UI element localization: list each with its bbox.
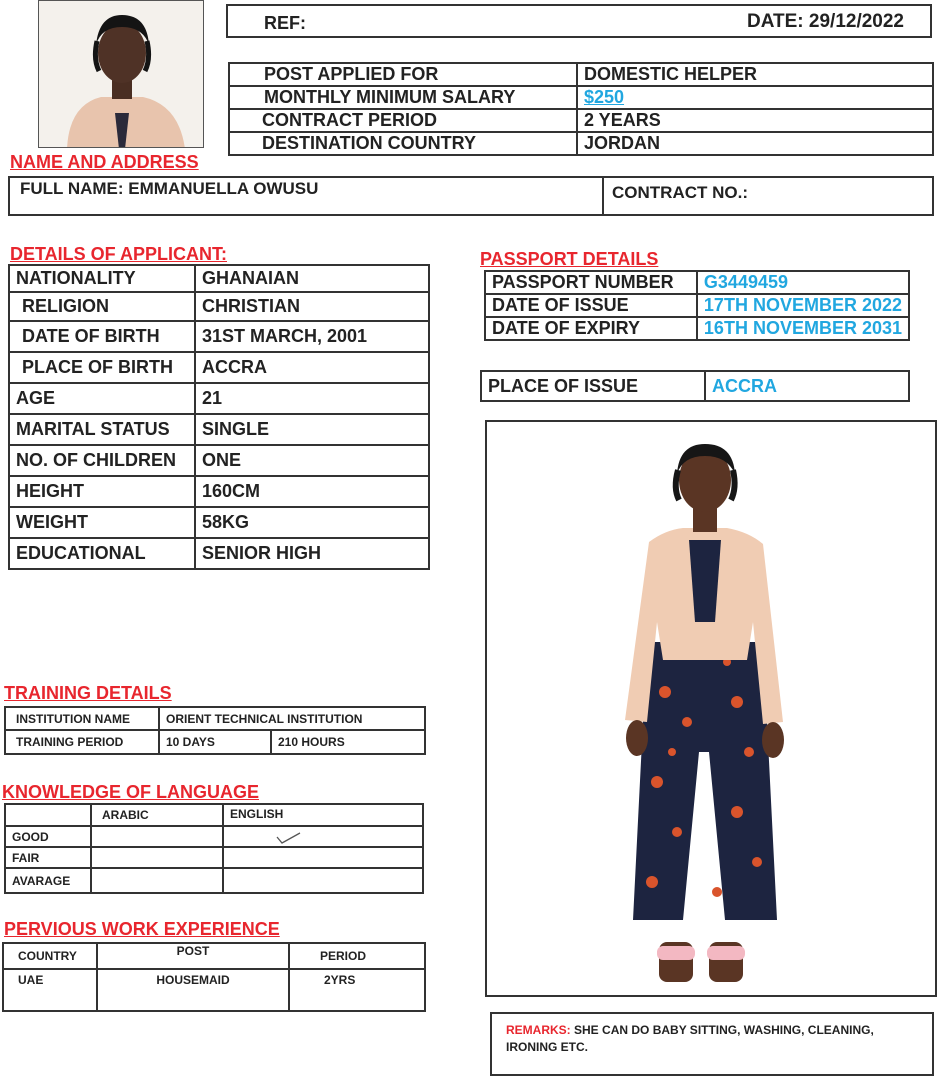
applicant-row — [9, 445, 429, 476]
applicant-label: DATE OF BIRTH — [9, 321, 195, 352]
experience-header-post: POST — [97, 943, 289, 969]
passport-label: DATE OF ISSUE — [485, 294, 697, 317]
applicant-value: CHRISTIAN — [195, 292, 429, 321]
passport-row — [485, 271, 909, 294]
language-corner-cell — [5, 804, 91, 826]
remarks-label: REMARKS: — [506, 1023, 571, 1037]
applicant-title: DETAILS OF APPLICANT: — [10, 244, 227, 264]
applicant-row — [9, 476, 429, 507]
institution-row — [5, 707, 425, 730]
ref-label: REF: — [264, 13, 306, 33]
place-of-issue-label: PLACE OF ISSUE — [481, 371, 705, 401]
date-field — [747, 11, 904, 33]
applicant-label: RELIGION — [9, 292, 195, 321]
applicant-value: SENIOR HIGH — [195, 538, 429, 569]
name-divider — [602, 178, 604, 216]
applicant-row — [9, 507, 429, 538]
post-row — [229, 63, 933, 86]
applicant-row — [9, 292, 429, 321]
applicant-value: 58KG — [195, 507, 429, 538]
name-address-title: NAME AND ADDRESS — [10, 152, 199, 172]
language-level-label: FAIR — [5, 847, 91, 868]
applicant-value: ACCRA — [195, 352, 429, 383]
applicant-row — [9, 383, 429, 414]
name-address-box — [8, 176, 934, 216]
language-cell — [223, 868, 423, 893]
language-cell — [223, 826, 423, 847]
experience-header-period: PERIOD — [289, 943, 425, 969]
salary-label: MONTHLY MINIMUM SALARY — [229, 86, 577, 109]
applicant-value: 31ST MARCH, 2001 — [195, 321, 429, 352]
date-value: 29/12/2022 — [808, 11, 904, 32]
experience-period: 2YRS — [289, 969, 425, 1011]
contract-period-value: 2 YEARS — [577, 109, 933, 132]
applicant-label: PLACE OF BIRTH — [9, 352, 195, 383]
date-label: DATE: — [746, 11, 804, 32]
post-table — [228, 62, 934, 156]
applicant-row — [9, 352, 429, 383]
language-cell — [223, 847, 423, 868]
place-of-issue-table — [480, 370, 910, 402]
full-body-photo — [485, 420, 937, 997]
training-title: TRAINING DETAILS — [4, 683, 172, 703]
applicant-label: AGE — [9, 383, 195, 414]
passport-row — [485, 317, 909, 340]
language-row — [5, 868, 423, 893]
post-label: POST APPLIED FOR — [229, 63, 577, 86]
experience-post: HOUSEMAID — [97, 969, 289, 1011]
applicant-label: WEIGHT — [9, 507, 195, 538]
language-col-arabic: ARABIC — [91, 804, 223, 826]
applicant-label: EDUCATIONAL — [9, 538, 195, 569]
training-table — [4, 706, 426, 755]
place-of-issue-value: ACCRA — [705, 371, 909, 401]
destination-label: DESTINATION COUNTRY — [229, 132, 577, 155]
passport-value: 17TH NOVEMBER 2022 — [697, 294, 909, 317]
language-table — [4, 803, 424, 894]
salary-row — [229, 86, 933, 109]
headshot-illustration — [39, 1, 204, 148]
training-period-label: TRAINING PERIOD — [5, 730, 159, 754]
language-header-row — [5, 804, 423, 826]
applicant-label: MARITAL STATUS — [9, 414, 195, 445]
applicant-value: 160CM — [195, 476, 429, 507]
contract-period-label: CONTRACT PERIOD — [229, 109, 577, 132]
applicant-table — [8, 264, 430, 570]
applicant-label: HEIGHT — [9, 476, 195, 507]
applicant-row — [9, 265, 429, 292]
language-level-label: AVARAGE — [5, 868, 91, 893]
applicant-value: 21 — [195, 383, 429, 414]
language-cell — [91, 868, 223, 893]
applicant-label: NATIONALITY — [9, 265, 195, 292]
applicant-row — [9, 414, 429, 445]
contract-period-row — [229, 109, 933, 132]
passport-title: PASSPORT DETAILS — [480, 249, 659, 269]
remarks-box — [490, 1012, 934, 1076]
passport-table — [484, 270, 910, 341]
passport-label: DATE OF EXPIRY — [485, 317, 697, 340]
training-period-days: 10 DAYS — [159, 730, 271, 754]
training-period-row — [5, 730, 425, 754]
institution-value: ORIENT TECHNICAL INSTITUTION — [159, 707, 425, 730]
passport-row — [485, 294, 909, 317]
language-title: KNOWLEDGE OF LANGUAGE — [2, 782, 259, 802]
language-col-english: ENGLISH — [223, 804, 423, 826]
remarks-text: SHE CAN DO BABY SITTING, WASHING, CLEANING, IRONING ETC. — [506, 1023, 874, 1054]
language-row — [5, 847, 423, 868]
ref-date-box — [226, 4, 932, 38]
institution-label: INSTITUTION NAME — [5, 707, 159, 730]
contract-no-label: CONTRACT NO.: — [612, 183, 748, 202]
checkmark-icon — [274, 829, 304, 845]
destination-value: JORDAN — [577, 132, 933, 155]
language-level-label: GOOD — [5, 826, 91, 847]
experience-row — [3, 969, 425, 1011]
experience-header-country: COUNTRY — [3, 943, 97, 969]
applicant-value: SINGLE — [195, 414, 429, 445]
applicant-label: NO. OF CHILDREN — [9, 445, 195, 476]
full-body-illustration — [487, 422, 935, 995]
headshot-photo — [38, 0, 204, 148]
post-value: DOMESTIC HELPER — [577, 63, 933, 86]
applicant-row — [9, 321, 429, 352]
destination-row — [229, 132, 933, 155]
full-name: FULL NAME: EMMANUELLA OWUSU — [20, 179, 319, 198]
passport-label: PASSPORT NUMBER — [485, 271, 697, 294]
language-cell — [91, 847, 223, 868]
experience-country: UAE — [3, 969, 97, 1011]
experience-title: PERVIOUS WORK EXPERIENCE — [4, 919, 280, 939]
language-cell — [91, 826, 223, 847]
passport-value: 16TH NOVEMBER 2031 — [697, 317, 909, 340]
applicant-value: ONE — [195, 445, 429, 476]
salary-value: $250 — [577, 86, 933, 109]
passport-value: G3449459 — [697, 271, 909, 294]
experience-table — [2, 942, 426, 1012]
training-period-hours: 210 HOURS — [271, 730, 425, 754]
experience-header-row — [3, 943, 425, 969]
language-row — [5, 826, 423, 847]
applicant-row — [9, 538, 429, 569]
applicant-value: GHANAIAN — [195, 265, 429, 292]
